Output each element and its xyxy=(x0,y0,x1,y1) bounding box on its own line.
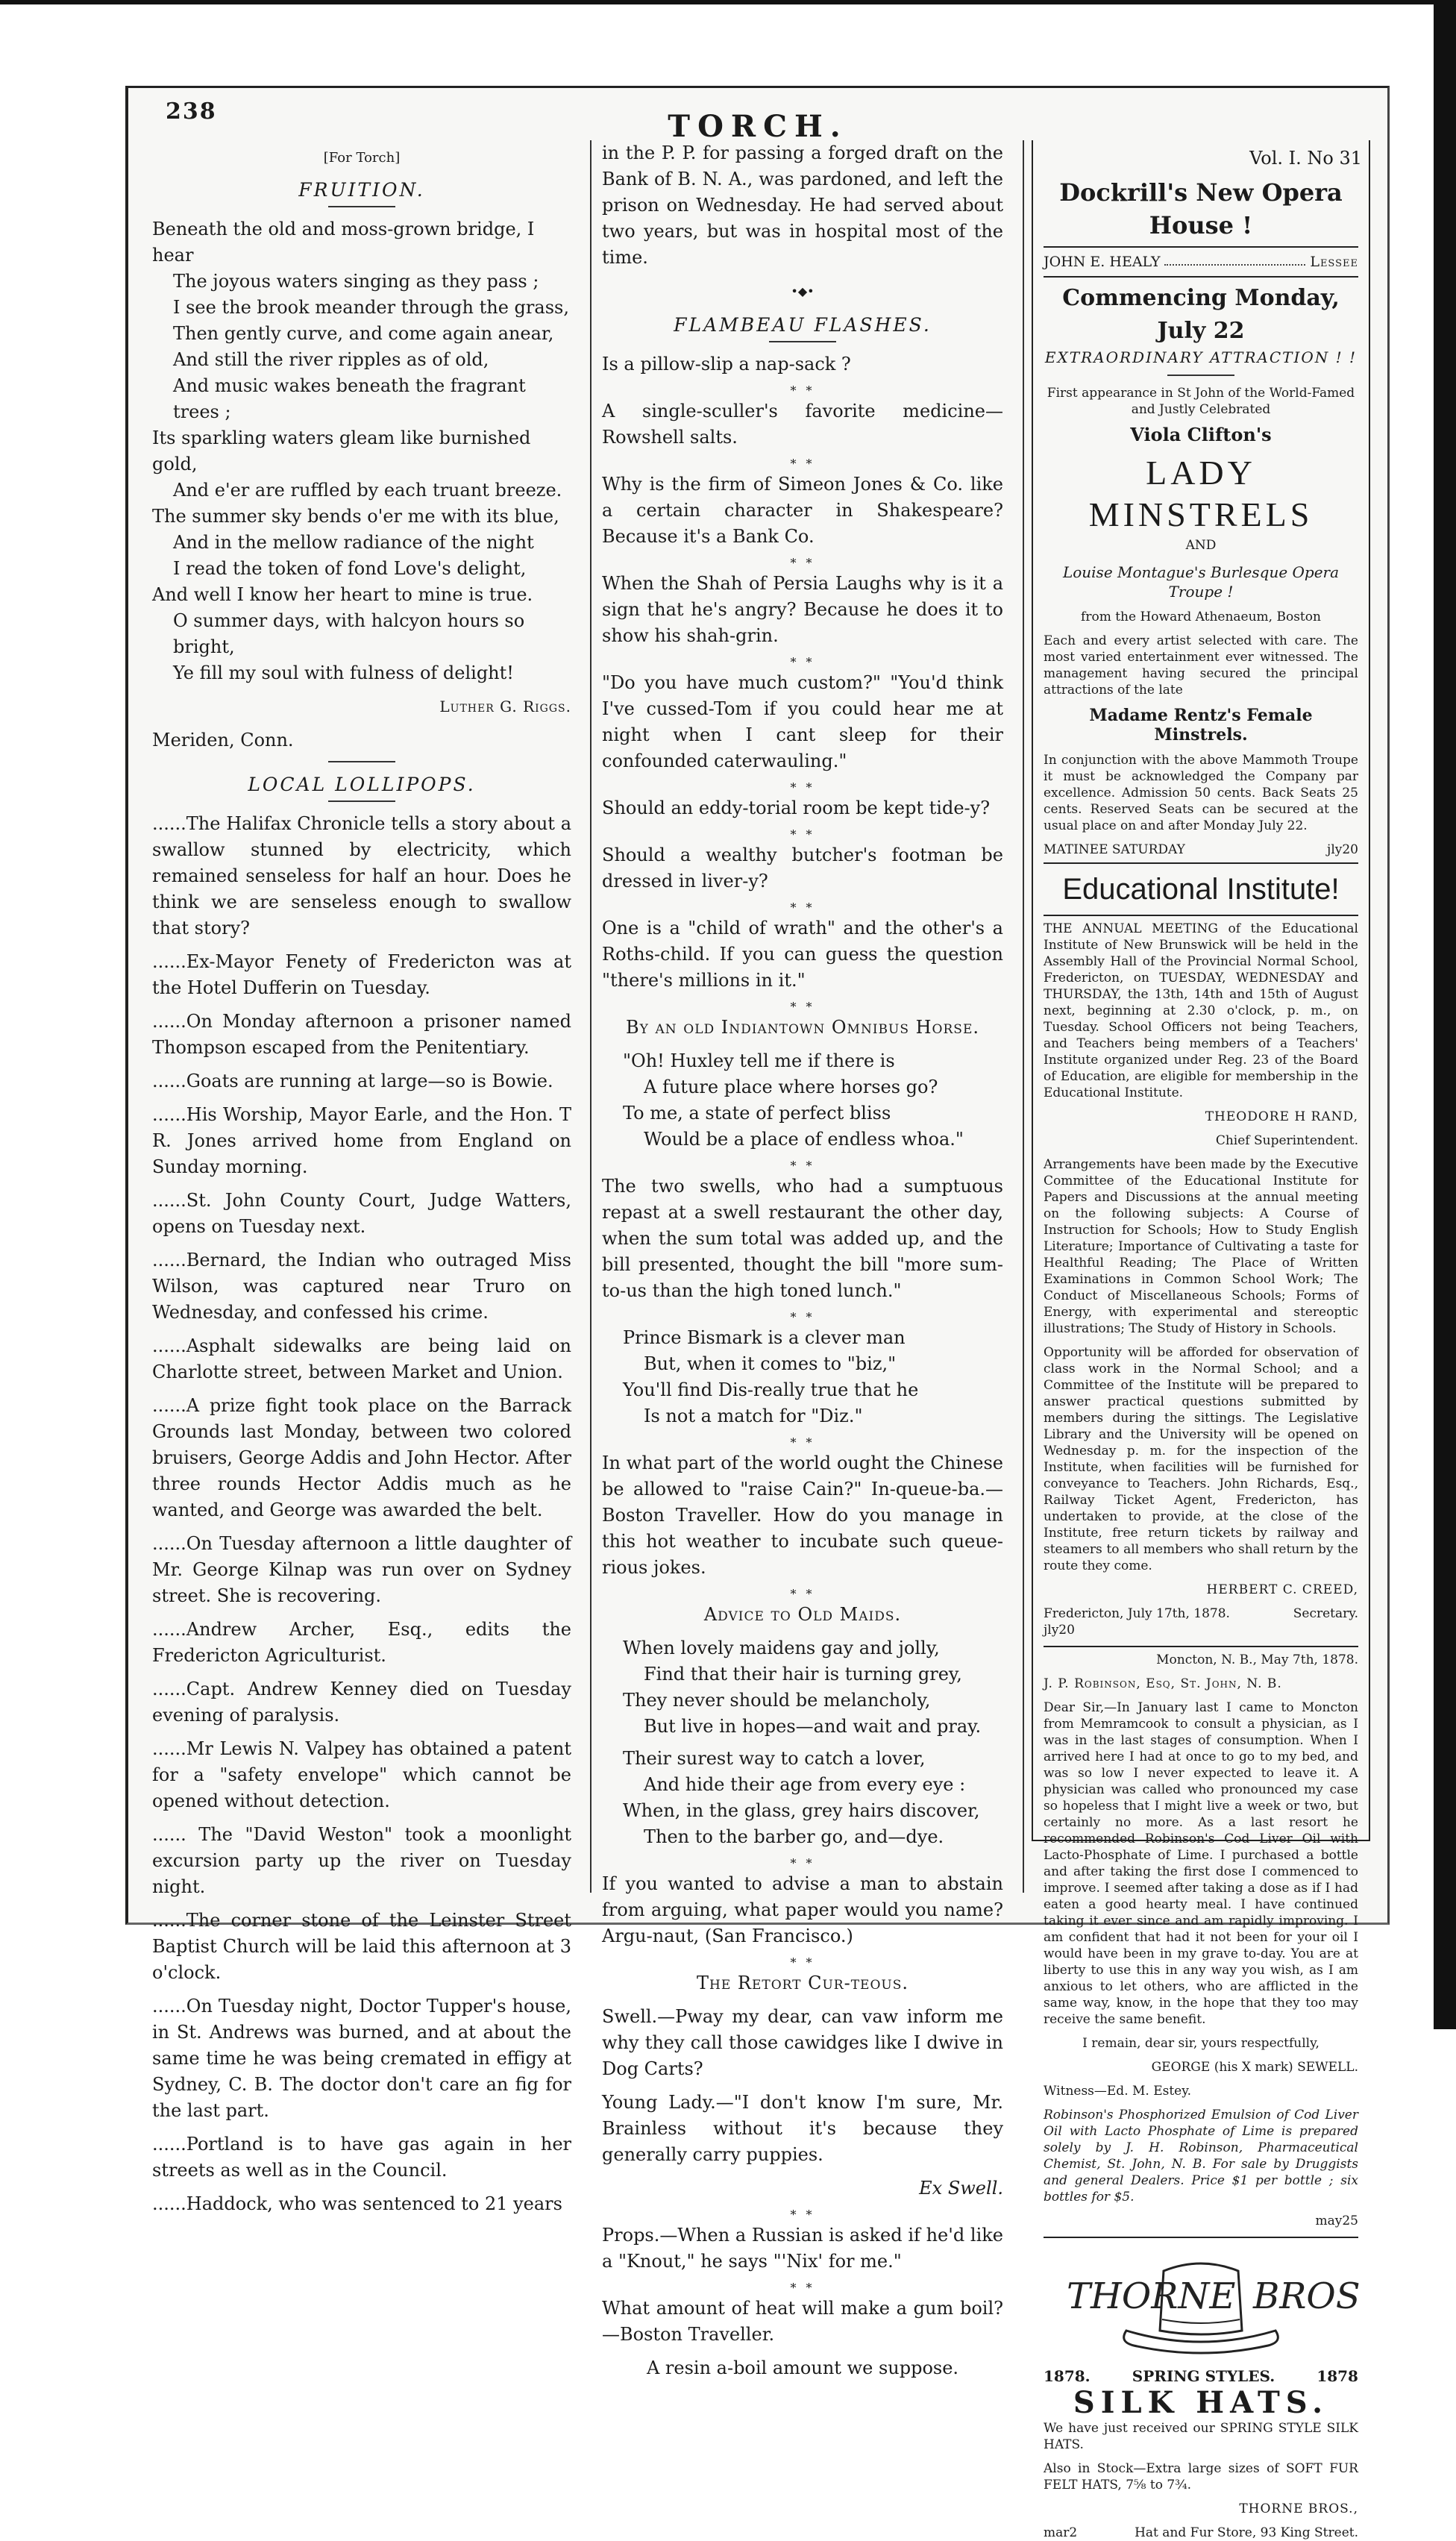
conjunction-note: In conjunction with the above Mammoth Troupe it must be acknowledged the Company par excellence. Admission 50 cents. Back Seats 25 cents. Reserved Seats can be secured at the usual place on and after Monday July 22. xyxy=(1044,753,1358,833)
poem-line: And well I know her heart to mine is true. xyxy=(152,584,533,605)
dialogue-swell: Swell.—Pway my dear, can vaw inform me why they call those cawidges like I dwive in Dog Carts? xyxy=(602,2006,1003,2079)
thorne-signature: THORNE BROS., xyxy=(1239,2501,1358,2516)
asterism: * * xyxy=(790,1587,815,1601)
asterism: * * xyxy=(790,1435,815,1450)
viola-clifton: Viola Clifton's xyxy=(1130,424,1272,445)
poem-line: And in the mellow radiance of the night xyxy=(173,532,534,553)
joke-item: One is a "child of wrath" and the other's a Roths-child. If you can guess the question "there's millions in it." xyxy=(602,918,1003,991)
joke-item: Should an eddy-torial room be kept tide-y? xyxy=(602,798,991,818)
news-item: ......Haddock, who was sentenced to 21 years xyxy=(152,2193,562,2214)
poem-line: Ye fill my soul with fulness of delight! xyxy=(173,662,514,683)
year-left: 1878. xyxy=(1044,2367,1091,2385)
maids-verse xyxy=(602,1635,1003,1850)
news-item: ......His Worship, Mayor Earle, and the Hon. T R. Jones arrived home from England on Sunday morning. xyxy=(152,1104,571,1177)
asterism: * * xyxy=(790,2281,815,2295)
joke-item: What amount of heat will make a gum boil? —Boston Traveller. xyxy=(602,2298,1003,2345)
thorne-bros-hat-logo xyxy=(1052,2249,1361,2360)
matinee-row xyxy=(1044,842,1358,858)
joke-item: The two swells, who had a sumptuous repast at a swell restaurant the other day, when the sum total was added up, and the bill presented, thought the bill "more sum-to-us than the high toned lunch." xyxy=(602,1176,1003,1301)
news-item: ......Andrew Archer, Esq., edits the Fredericton Agriculturist. xyxy=(152,1619,571,1666)
thorne-address-row xyxy=(1044,2525,1358,2541)
asterism: * * xyxy=(790,1955,815,1970)
news-item: ......Ex-Mayor Fenety of Fredericton was at the Hotel Dufferin on Tuesday. xyxy=(152,951,571,998)
verse-line: But live in hopes—and wait and pray. xyxy=(644,1716,982,1737)
verse-line: But, when it comes to "biz," xyxy=(644,1353,897,1374)
poem-title: FRUITION. xyxy=(298,179,425,201)
joke-item: Should a wealthy butcher's footman be dressed in liver-y? xyxy=(602,845,1003,892)
masthead: TORCH. xyxy=(668,109,848,144)
divider xyxy=(769,341,836,342)
lessee-label: Lessee xyxy=(1310,254,1358,270)
verse-line: Would be a place of endless whoa." xyxy=(644,1129,964,1150)
we-have-received: We have just received our SPRING STYLE SILK HATS. xyxy=(1044,2421,1358,2452)
leader-dots xyxy=(1164,252,1305,266)
lessee-row xyxy=(1044,252,1358,272)
verse-line: When, in the glass, grey hairs discover, xyxy=(623,1800,980,1821)
asterism: * * xyxy=(790,827,815,842)
ad-code: jly20 xyxy=(1044,1623,1075,1638)
poem-fruition xyxy=(152,216,571,686)
year-right: 1878 xyxy=(1317,2367,1358,2385)
column-3-advertisements xyxy=(1023,140,1378,2540)
verse-line: "Oh! Huxley tell me if there is xyxy=(623,1050,895,1071)
divider xyxy=(1044,915,1358,916)
asterism: * * xyxy=(790,655,815,669)
continued-item: in the P. P. for passing a forged draft on the Bank of B. N. A., was pardoned, and left the prison on Wednesday. He had served about two years, but was in hospital most of the time. xyxy=(602,142,1003,268)
poem-place: Meriden, Conn. xyxy=(152,730,294,751)
poem-line: Then gently curve, and come again anear, xyxy=(173,323,554,344)
asterism: * * xyxy=(790,556,815,570)
verse-line: Then to the barber go, and—dye. xyxy=(644,1826,944,1847)
edu-arrangements: Arrangements have been made by the Executive Committee of the Educational Institute for Papers and Discussions at the annual meeting on the following subjects: A Course of Instruction for Schools; How to Study English Literature; Importance of Cultivating a taste for Healthful Reading; The Place of Written Examinations in Common School Work; The Conduct of Miscellaneous Schools; Forms of Energy, with experimental and stereoptic illustrations; The Study of History in Schools. xyxy=(1044,1157,1358,1336)
news-item: ......The Halifax Chronicle tells a story about a swallow stunned by electricity, which remained senseless for half an hour. Does he think we are senseless enough to swallow that story? xyxy=(152,813,571,939)
letter-place-date: Moncton, N. B., May 7th, 1878. xyxy=(1156,1652,1358,1667)
scan-edge-top xyxy=(0,0,1456,4)
divider xyxy=(328,206,395,207)
verse-line: When lovely maidens gay and jolly, xyxy=(623,1638,940,1658)
opera-house-title: Dockrill's New Opera House ! xyxy=(1059,178,1343,239)
verse-line: Find that their hair is turning grey, xyxy=(644,1664,962,1685)
poem-line: And music wakes beneath the fragrant trees ; xyxy=(173,375,526,422)
joke-item: In what part of the world ought the Chinese be allowed to "raise Cain?" In-queue-ba.—Boston Traveller. How do you manage in this hot weather to incubate such queue-rious jokes. xyxy=(602,1453,1003,1578)
dialogue-young-lady: Young Lady.—"I don't know I'm sure, Mr. Brainless without it's because they generally carry puppies. xyxy=(602,2092,1003,2165)
news-item: ......On Tuesday night, Doctor Tupper's house, in St. Andrews was burned, and at about the same time he was being cremated in effigy at Sydney, C. B. The doctor don't care an fig for the last part. xyxy=(152,1996,571,2121)
poem-line: Its sparkling waters gleam like burnished gold, xyxy=(152,427,531,474)
newspaper-page xyxy=(125,86,1390,2540)
thorne-address: Hat and Fur Store, 93 King Street. xyxy=(1135,2525,1358,2540)
divider xyxy=(1044,276,1358,278)
maids-title: Advice to Old Maids. xyxy=(703,1604,902,1625)
poem-line: Beneath the old and moss-grown bridge, I hear xyxy=(152,219,535,266)
letter-recipient: J. P. Robinson, Esq, St. John, N. B. xyxy=(1044,1676,1282,1691)
section-title: LOCAL LOLLIPOPS. xyxy=(248,774,476,795)
lessee-name: JOHN E. HEALY xyxy=(1044,254,1161,270)
ad-code: mar2 xyxy=(1044,2525,1078,2540)
news-item: ......Asphalt sidewalks are being laid on Charlotte street, between Market and Union. xyxy=(152,1335,571,1382)
letter-signature: GEORGE (his X mark) SEWELL. xyxy=(1151,2060,1358,2075)
news-item: ......The corner stone of the Leinster Street Baptist Church will be laid this afternoon at 3 o'clock. xyxy=(152,1910,571,1983)
logo-thorne-text: THORNE xyxy=(1067,2275,1236,2317)
poem-line: And e'er are ruffled by each truant breeze. xyxy=(173,480,562,501)
and-label: AND xyxy=(1185,538,1217,553)
robinson-advertisement: Robinson's Phosphorized Emulsion of Cod Liver Oil with Lacto Phosphate of Lime is prepared solely by J. H. Robinson, Pharmaceutical Chemist, St. John, N. B. For sale by Druggists and general Dealers. Price $1 per bottle ; six bottles for $5. xyxy=(1044,2108,1358,2205)
column-2 xyxy=(590,140,1014,2378)
edu-body: THE ANNUAL MEETING of the Educational Institute of New Brunswick will be held in the Assembly Hall of the Provincial Normal School, Fredericton, on TUESDAY, WEDNESDAY and THURSDAY, the 13th, 14th and 15th of August next, beginning at 2.30 o'clock, p. m., on Tuesday. School Officers not being Teachers, and Teachers being members of a Teachers' Institute organized under Reg. 23 of the Board of Education, are eligible for membership in the Educational Institute. xyxy=(1044,921,1358,1100)
divider xyxy=(1167,375,1234,376)
extraordinary-attraction: EXTRAORDINARY ATTRACTION ! ! xyxy=(1044,348,1358,366)
joke-item: "Do you have much custom?" "You'd think I've cussed-Tom if you could hear me at night when I cant sleep for their confounded caterwauling." xyxy=(602,672,1003,771)
from-boston: from the Howard Athenaeum, Boston xyxy=(1081,610,1321,624)
educational-institute-title: Educational Institute! xyxy=(1062,873,1340,906)
news-item: ......A prize fight took place on the Barrack Grounds last Monday, between two colored bruisers, George Addis and John Hector. After three rounds Hector Addis much as he wanted, and George was awarded the belt. xyxy=(152,1395,571,1520)
joke-item: A single-sculler's favorite medicine—Rowshell salts. xyxy=(602,401,1003,448)
verse-line: You'll find Dis-really true that he xyxy=(623,1379,919,1400)
ad-code: may25 xyxy=(1315,2213,1358,2228)
joke-item: A resin a-boil amount we suppose. xyxy=(646,2357,959,2378)
asterism: * * xyxy=(790,1310,815,1324)
divider xyxy=(1044,1646,1358,1647)
first-appearance: First appearance in St John of the World-Famed and Justly Celebrated xyxy=(1046,386,1355,417)
verse-line: Is not a match for "Diz." xyxy=(644,1406,863,1426)
letter-witness: Witness—Ed. M. Estey. xyxy=(1044,2084,1191,2099)
bismark-verse xyxy=(602,1325,1003,1429)
joke-item: Why is the firm of Simeon Jones & Co. like a certain character in Shakespeare? Because it's a Bank Co. xyxy=(602,474,1003,547)
news-item: ......Goats are running at large—so is Bowie. xyxy=(152,1071,553,1091)
scan-edge-right xyxy=(1434,0,1456,2029)
news-item: ...... The "David Weston" took a moonlight excursion party up the river on Tuesday night. xyxy=(152,1824,571,1897)
divider xyxy=(1044,862,1358,864)
lady-minstrels-title: LADY MINSTRELS xyxy=(1088,454,1314,533)
ad-frame xyxy=(1032,140,1370,2540)
verse-line: A future place where horses go? xyxy=(644,1077,938,1097)
asterism: * * xyxy=(790,780,815,795)
asterism: * * xyxy=(790,383,815,398)
divider xyxy=(1044,246,1358,248)
commencing-date: Commencing Monday, July 22 xyxy=(1062,285,1340,344)
horse-title: By an old Indiantown Omnibus Horse. xyxy=(626,1017,979,1038)
joke-item: If you wanted to advise a man to abstain from arguing, what paper would you name? Argu-naut, (San Francisco.) xyxy=(602,1873,1003,1946)
verse-line: Prince Bismark is a clever man xyxy=(623,1327,906,1348)
edu-date: Fredericton, July 17th, 1878. xyxy=(1044,1606,1230,1621)
spring-styles: SPRING STYLES. xyxy=(1132,2367,1275,2385)
asterism: * * xyxy=(790,457,815,471)
also-in-stock: Also in Stock—Extra large sizes of SOFT FUR FELT HATS, 7⅝ to 7¾. xyxy=(1044,2461,1358,2493)
edu-secretary-name: HERBERT C. CREED, xyxy=(1206,1582,1358,1597)
divider xyxy=(328,800,395,802)
silk-hats-title: SILK HATS. xyxy=(1073,2385,1329,2420)
divider xyxy=(328,761,395,762)
poem-line: And still the river ripples as of old, xyxy=(173,349,489,370)
verse-line: To me, a state of perfect bliss xyxy=(623,1103,891,1124)
poem-line: O summer days, with halcyon hours so bright, xyxy=(173,610,525,657)
edu-secretary-title: Secretary. xyxy=(1293,1606,1358,1621)
poem-line: I read the token of fond Love's delight, xyxy=(173,558,527,579)
asterism: * * xyxy=(790,1000,815,1014)
letter-closing: I remain, dear sir, yours respectfully, xyxy=(1082,2036,1320,2051)
retort-title: The Retort Cur-teous. xyxy=(697,1973,909,1993)
page-number: 238 xyxy=(166,98,217,125)
edu-opportunity: Opportunity will be afforded for observation of class work in the Normal School; and a Committee of the Institute will be prepared to answer practical questions submitted by members during the sittings. The Legislative Library and the University will be opened on Wednesday p. m. for the inspection of the Institute, when facilities will be furnished for conveyance to Teachers. John Richards, Esq., Railway Ticket Agent, Fredericton, has undertaken to provide, at the close of the Institute, free return tickets by railway and steamers to all members who shall return by the route they come. xyxy=(1044,1345,1358,1573)
news-item: ......On Monday afternoon a prisoner named Thompson escaped from the Penitentiary. xyxy=(152,1011,571,1058)
divider xyxy=(1044,2237,1358,2238)
news-item: ......Capt. Andrew Kenney died on Tuesday evening of paralysis. xyxy=(152,1679,571,1726)
spring-styles-row xyxy=(1044,2366,1358,2386)
volume-number: Vol. I. No 31 xyxy=(1249,148,1362,169)
edu-signature-name: THEODORE H RAND, xyxy=(1205,1109,1358,1124)
column-1 xyxy=(140,140,582,2214)
poem-line: The joyous waters singing as they pass ; xyxy=(173,271,539,292)
asterism: * * xyxy=(790,1856,815,1870)
edu-date-row xyxy=(1044,1605,1358,1622)
joke-item: When the Shah of Persia Laughs why is it a sign that he's angry? Because he does it to show his shah-grin. xyxy=(602,573,1003,646)
matinee-label: MATINEE SATURDAY xyxy=(1044,842,1185,857)
poem-line: The summer sky bends o'er me with its blue, xyxy=(152,506,559,527)
for-torch-label: [For Torch] xyxy=(323,150,401,166)
asterism: * * xyxy=(790,2208,815,2222)
letter-body: Dear Sir,—In January last I came to Moncton from Memramcook to consult a physician, as I was in the last stages of consumption. When I arrived here I had at once to go to my bed, and was so low I never expected to leave it. A physician was called who pronounced my case so hopeless that I might live a week or two, but certainly no more. As a last resort he recommended Robinson's Cod Liver Oil with Lacto-Phosphate of Lime. I purchased a bottle and after taking the first dose I commenced to improve. I seemed after taking a dose as if I had eaten a good hearty meal. I have continued taking it ever since and am rapidly improving. I am confident that had it not been for your oil I would have been in my grave to-day. You are at liberty to use this in any way you wish, as I am anxious to let others, who are afflicted in the same way, know, in the hope that they too may receive the same benefit. xyxy=(1044,1700,1358,2027)
asterism: * * xyxy=(790,1159,815,1173)
verse-line: Their surest way to catch a lover, xyxy=(623,1748,926,1769)
news-item: ......Portland is to have gas again in her streets as well as in the Council. xyxy=(152,2134,571,2181)
artist-note: Each and every artist selected with care. The most varied entertainment ever witnessed. The management having secured the principal attractions of the late xyxy=(1044,633,1358,698)
news-item: ......Bernard, the Indian who outraged Miss Wilson, was captured near Truro on Wednesday, and confessed his crime. xyxy=(152,1250,571,1323)
horse-verse xyxy=(602,1048,1003,1153)
joke-item: Is a pillow-slip a nap-sack ? xyxy=(602,354,851,375)
signature: Ex Swell. xyxy=(919,2178,1003,2199)
ornament: •◆• xyxy=(791,284,815,298)
news-item: ......Mr Lewis N. Valpey has obtained a patent for a "safety envelope" which cannot be opened without detection. xyxy=(152,1738,571,1811)
verse-line: And hide their age from every eye : xyxy=(644,1774,966,1795)
poem-author: Luther G. Riggs. xyxy=(439,698,571,715)
asterism: * * xyxy=(790,900,815,915)
edu-signature-title: Chief Superintendent. xyxy=(1215,1133,1358,1148)
joke-item: Props.—When a Russian is asked if he'd like a "Knout," he says "'Nix' for me." xyxy=(602,2225,1003,2272)
verse-line: They never should be melancholy, xyxy=(623,1690,931,1711)
madame-rentz: Madame Rentz's Female Minstrels. xyxy=(1089,706,1313,745)
ad-code: jly20 xyxy=(1327,842,1358,857)
logo-bros-text: BROS xyxy=(1253,2275,1361,2317)
louise-montague: Louise Montague's Burlesque Opera Troupe ! xyxy=(1062,563,1340,601)
news-item: ......On Tuesday afternoon a little daughter of Mr. George Kilnap was run over on Sydney street. She is recovering. xyxy=(152,1533,571,1606)
poem-line: I see the brook meander through the grass, xyxy=(173,297,569,318)
news-item: ......St. John County Court, Judge Watters, opens on Tuesday next. xyxy=(152,1190,571,1237)
section-title: FLAMBEAU FLASHES. xyxy=(674,314,932,336)
